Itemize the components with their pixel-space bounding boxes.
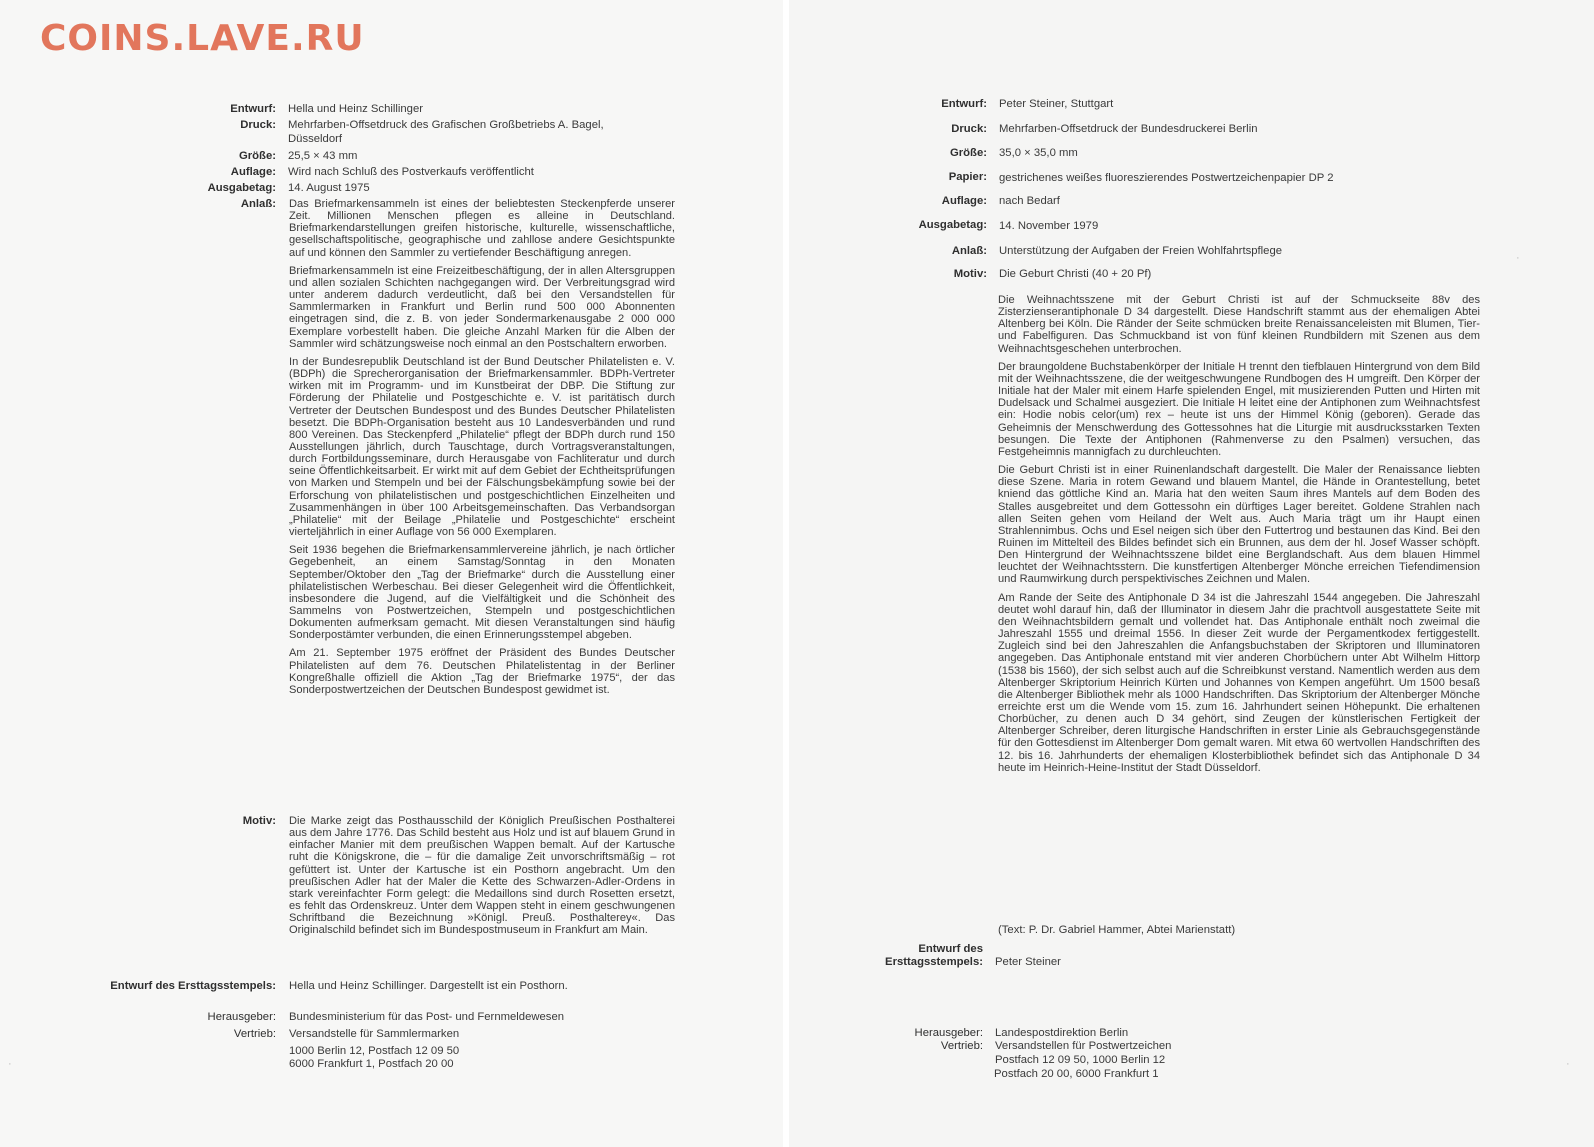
description-paragraph: Der braungoldene Buchstabenkörper der Initiale H trennt den tiefblauen Hintergrund von dem Bild mit der Weihnachtsszene, die der weitgeschwungene Rundbogen des H umgreift. Den Körper der Initiale hat der Maler mit einem Harfe spielenden Engel, mit musizierenden Putten und Hirten mit Dudelsack und Schalmei ausgeziert. Die Initiale H leitet eine der Antiphonen zum Weihnachtsfest ein: Hodie nobis celor(um) rex – heute ist uns der Himmel König (geboren). Gerade das Geheimnis der Menschwerdung des Gottessohnes hat die Liturgie mit ausdrucksstarken Texten besungen. Die Texte der Antiphonen (Rahmenverse zu den Psalmen) versuchen, das Festgeheimnis mannigfach zu durchleuchten. [998, 360, 1480, 458]
ersttag-label: Entwurf des Ersttagsstempels: [110, 980, 276, 992]
vertrieb-address-frankfurt: 6000 Frankfurt 1, Postfach 20 00 [289, 1058, 454, 1070]
punch-mark: · [1516, 252, 1520, 264]
ersttag-label-line1: Entwurf des [918, 943, 983, 955]
anlass-paragraph: Das Briefmarkensammeln ist eines der beliebtesten Steckenpferde unserer Zeit. Millionen Menschen pflegen es alleine in Deutschland. Briefmarkendarstellungen greifen historische, kulturelle, wissenschaftliche, gesellschaftspolitische, geographische und zahllose andere Gesichtspunkte auf und können den Sammler zu vertiefender Beschäftigung anregen. [289, 198, 675, 259]
groesse-label: Größe: [949, 147, 987, 159]
herausgeber-value: Bundesministerium für das Post- und Fernmeldewesen [289, 1011, 565, 1023]
motiv-label: Motiv: [953, 268, 987, 280]
anlass-paragraph: Briefmarkensammeln ist eine Freizeitbeschäftigung, der in allen Altersgruppen und allen sozialen Schichten nachgegangen wird. Der Verbreitungsgrad wird unter anderem dadurch verdeutlicht, daß bei den Versandstellen für Sammlermarken in Frankfurt und Berlin rund 500 000 Abonnenten eingetragen sind, die z. B. von jeder Sondermarkenausgabe 2 000 000 Exemplare vorbestellt haben. Die gleiche Anzahl Marken für die Alben der Sammler wird schätzungsweise noch einmal an den Postschaltern erworben. [289, 264, 675, 350]
watermark: COINS.LAVE.RU [40, 18, 365, 59]
anlass-paragraph: Am 21. September 1975 eröffnet der Präsident des Bundes Deutscher Philatelisten auf dem 76. Deutschen Philatelistentag in der Berliner Kongreßhalle offiziell die Aktion „Tag der Briefmarke 1975“, der das Sonderpostwertzeichen der Deutschen Bundespost gewidmet ist. [289, 647, 675, 696]
left-document-sheet [0, 0, 783, 1147]
druck-value-line2: Düsseldorf [288, 133, 342, 145]
papier-value: gestrichenes weißes fluoreszierendes Postwertzeichenpapier DP 2 [999, 172, 1334, 184]
description-paragraph: Die Geburt Christi ist in einer Ruinenlandschaft dargestellt. Die Maler der Renaissance liebten diese Szene. Maria in rotem Gewand und blauem Mantel, die Hände in Orantestellung, betet kniend das göttliche Kind an. Maria hat den weiten Saum ihres Mantels auf dem Boden des Stalles ausgebreitet und dem Gottessohn ein dürftiges Lager bereitet. Goldene Strahlen nach allen Seiten gehen vom Heiland der Welt aus. Auch Maria trägt um ihr Haupt einen Strahlennimbus. Ochs und Esel neigen sich über den Futtertrog und bestaunen das Kind. Bei den Ruinen im Mittelteil des Bildes befindet sich ein Brunnen, aus dem der hl. Josef Wasser schöpft. Den Hintergrund der Weihnachtsszene bildet eine Berglandschaft. Aus dem blauen Himmel leuchtet der Weihnachtsstern. Die kunstfertigen Altenberger Mönche erreichen Tiefendimension und Raumwirkung durch perspektivisches Zeichnen und Malen. [998, 464, 1480, 586]
motiv-value: Die Geburt Christi (40 + 20 Pf) [999, 268, 1152, 280]
druck-value: Mehrfarben-Offsetdruck der Bundesdruckerei Berlin [999, 123, 1258, 135]
anlass-value: Unterstützung der Aufgaben der Freien Wohlfahrtspflege [999, 245, 1283, 257]
vertrieb-address-berlin: 1000 Berlin 12, Postfach 12 09 50 [289, 1045, 460, 1057]
motiv-description [998, 294, 1480, 780]
druck-label: Druck: [951, 123, 987, 135]
entwurf-value: Hella und Heinz Schillinger [288, 103, 424, 115]
motiv-text [289, 815, 675, 943]
right-document-sheet [789, 0, 1594, 1147]
auflage-label: Auflage: [941, 195, 987, 207]
text-credit: (Text: P. Dr. Gabriel Hammer, Abtei Marienstatt) [998, 924, 1236, 936]
vertrieb-value: Versandstelle für Sammlermarken [289, 1028, 460, 1040]
ausgabetag-label: Ausgabetag: [918, 219, 987, 231]
papier-label: Papier: [948, 171, 987, 183]
entwurf-value: Peter Steiner, Stuttgart [999, 98, 1114, 110]
vertrieb-address-berlin: Postfach 12 09 50, 1000 Berlin 12 [995, 1054, 1166, 1066]
anlass-paragraph: Seit 1936 begehen die Briefmarkensammlervereine jährlich, je nach örtlicher Gegebenheit, an einem Samstag/Sonntag in den Monaten September/Oktober den „Tag der Briefmarke“ durch die Ausstellung einer philatelistischen Werbeschau. Bei dieser Gelegenheit wird die Öffentlichkeit, insbesondere die Jugend, auf die Vielfältigkeit und die Schönheit des Sammelns von Postwertzeichen, Stempeln und postgeschichtlichen Dokumenten aufmerksam gemacht. Mit diesen Veranstaltungen sind häufig Sonderpostämter verbunden, die einen Erinnerungsstempel abgeben. [289, 544, 675, 642]
description-paragraph: Am Rande der Seite des Antiphonale D 34 ist die Jahreszahl 1544 angegeben. Die Jahreszahl deutet wohl darauf hin, daß der Illuminator in diesem Jahr die prachtvoll ausgestattete Seite mit den Weihnachtsbildern gemalt und vollendet hat. Das Antiphonale enthält noch zweimal die Jahreszahl 1555 und dreimal 1556. In dieser Zeit wurde der Pergamentkodex fertiggestellt. Zugleich sind bei den Jahreszahlen die Anfangsbuchstaben der Skriptoren und Illuminatoren angegeben. Das Antiphonale entstand mit vier anderen Chorbüchern unter Abt Wilhelm Hittorp (1538 bis 1560), der sich selbst auch auf die Schreibkunst verstand. Namentlich werden aus dem Altenberger Skriptorium Heinrich Kürten und Johannes von Kempen angeführt. Um 1500 besaß die Altenberger Bibliothek mehr als 1000 Handschriften. Das Skriptorium der Altenberger Mönche erreichte erst um die Wende vom 15. zum 16. Jahrhundert seinen Höhepunkt. Die erhaltenen Chorbücher, zu denen auch D 34 gehört, sind Zeugen der künstlerischen Fertigkeit der Altenberger Schreiber, deren liturgische Handschriften in erster Linie als Gebrauchsgegenstände für den Gottesdienst im Altenberger Dom gemalt waren. Mit etwa 60 wertvollen Handschriften des 12. bis 16. Jahrhunderts der ehemaligen Klosterbibliothek befindet sich das Antiphonale D 34 heute im Heinrich-Heine-Institut der Stadt Düsseldorf. [998, 591, 1480, 774]
ersttag-label-line2: Ersttagsstempels: [885, 956, 983, 968]
ausgabetag-value: 14. August 1975 [288, 182, 370, 194]
auflage-value: Wird nach Schluß des Postverkaufs veröffentlicht [288, 166, 534, 178]
description-paragraph: Die Weihnachtsszene mit der Geburt Christi ist auf der Schmuckseite 88v des Zisterzienserantiphonale D 34 dargestellt. Diese Handschrift stammt aus der ehemaligen Abtei Altenberg bei Köln. Die Ränder der Seite schmücken breite Renaissanceleisten mit Blumen, Tier- und Fabelfiguren. Das Schmuckband ist von fünf kleinen Rundbildern mit Szenen aus dem Weihnachtsgeschehen unterbrochen. [998, 294, 1480, 355]
herausgeber-label: Herausgeber: [914, 1027, 983, 1039]
anlass-label: Anlaß: [240, 198, 276, 210]
herausgeber-label: Herausgeber: [207, 1011, 276, 1023]
punch-mark: · [8, 1058, 12, 1070]
vertrieb-value: Versandstellen für Postwertzeichen [995, 1040, 1172, 1052]
ausgabetag-label: Ausgabetag: [207, 182, 276, 194]
druck-label: Druck: [240, 119, 276, 131]
entwurf-label: Entwurf: [230, 103, 276, 115]
vertrieb-label: Vertrieb: [940, 1040, 983, 1052]
ausgabetag-value: 14. November 1979 [999, 220, 1099, 232]
entwurf-label: Entwurf: [941, 98, 987, 110]
motiv-paragraph: Die Marke zeigt das Posthausschild der Königlich Preußischen Posthalterei aus dem Jahre 1776. Das Schild besteht aus Holz und ist auf blauem Grund in einfacher Manier mit dem preußischen Wappen bemalt. Auf der Kartusche ruht die Königskrone, die – für die damalige Zeit unvorschriftsmäßig – rot gefüttert ist. Unter der Kartusche ist ein Posthorn angebracht. Um den preußischen Adler hat der Maler die Kette des Schwarzen-Adler-Ordens in stark vereinfachter Form gelegt: die Medaillons sind durch Rosetten ersetzt, es fehlt das Ordenskreuz. Unter dem Wappen steht in einem geschwungenen Schriftband die Bezeichnung »Königl. Preuß. Posthalterey«. Das Originalschild befindet sich im Bundespostmuseum in Frankfurt am Main. [289, 815, 675, 937]
herausgeber-value: Landespostdirektion Berlin [995, 1027, 1129, 1039]
anlass-text [289, 198, 675, 702]
druck-value-line1: Mehrfarben-Offsetdruck des Grafischen Großbetriebs A. Bagel, [288, 119, 604, 131]
ersttag-value: Hella und Heinz Schillinger. Dargestellt ist ein Posthorn. [289, 980, 568, 992]
groesse-label: Größe: [238, 150, 276, 162]
anlass-label: Anlaß: [951, 245, 987, 257]
vertrieb-address-frankfurt: Postfach 20 00, 6000 Frankfurt 1 [994, 1068, 1159, 1080]
vertrieb-label: Vertrieb: [233, 1028, 276, 1040]
auflage-value: nach Bedarf [999, 195, 1060, 207]
ersttag-value: Peter Steiner [995, 956, 1061, 968]
groesse-value: 35,0 × 35,0 mm [999, 147, 1078, 159]
anlass-paragraph: In der Bundesrepublik Deutschland ist der Bund Deutscher Philatelisten e. V. (BDPh) die Sprecherorganisation der Briefmarkensammler. BDPh-Vertreter wirken mit im Programm- und im Kunstbeirat der DBP. Die Stiftung zur Förderung der Philatelie und Postgeschichte e. V. ist paritätisch durch Vertreter der Deutschen Bundespost und des Bundes Deutscher Philatelisten besetzt. Die BDPh-Organisation besteht aus 10 Landesverbänden und rund 800 Vereinen. Das Steckenpferd „Philatelie“ pflegt der BDPh durch rund 150 Ausstellungen jährlich, durch Tauschtage, durch Vortragsveranstaltungen, durch Fortbildungsseminare, durch Herausgabe von Fachliteratur und durch seine Öffentlichkeitsarbeit. Er wirkt mit auf dem Gebiet der Echtheitsprüfungen von Marken und Stempeln und bei der Fälschungsbekämpfung sowie bei der Erforschung von philatelistischen und postgeschichtlichen Einzelheiten und Zusammenhängen in über 100 Arbeitsgemeinschaften. Das Verbandsorgan „Philatelie“ mit der Beilage „Philatelie und Postgeschichte“ erscheint vierteljährlich in einer Auflage von 56 000 Exemplaren. [289, 355, 675, 539]
punch-mark: · [1566, 1058, 1570, 1070]
groesse-value: 25,5 × 43 mm [288, 150, 358, 162]
motiv-label: Motiv: [242, 815, 276, 827]
auflage-label: Auflage: [230, 166, 276, 178]
